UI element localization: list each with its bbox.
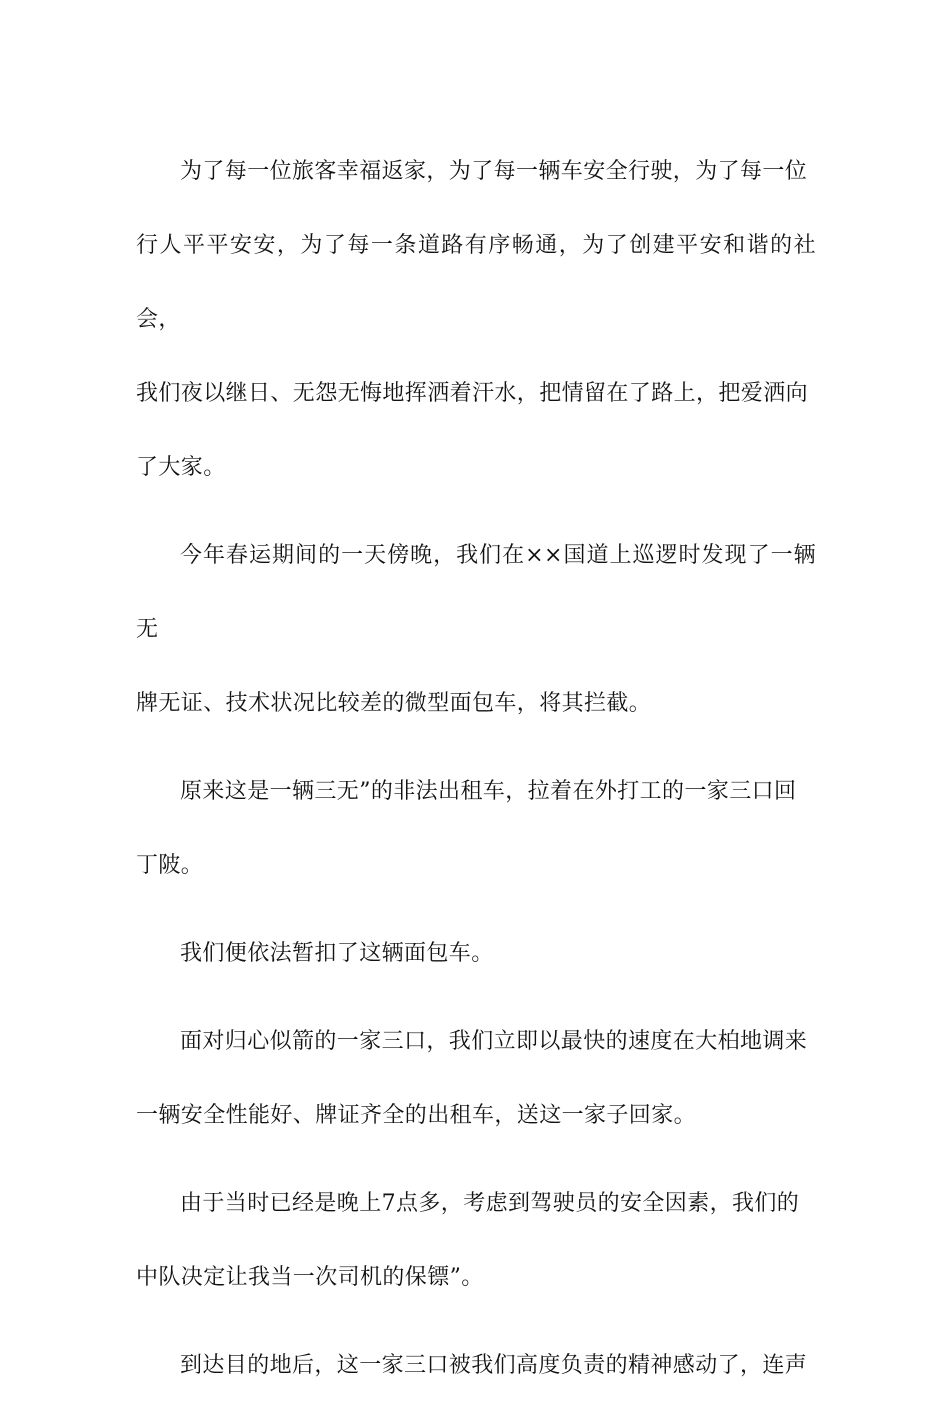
paragraph-6: [136, 1167, 816, 1315]
paragraph-line: 中队决定让我当一次司机的保镖”。: [136, 1265, 484, 1290]
paragraph-4: [136, 917, 816, 991]
paragraph-line: 丁陂。: [136, 853, 204, 878]
paragraph-line: 为了每一位旅客幸福返家，为了每一辆车安全行驶，为了每一位: [180, 159, 808, 184]
paragraph-line: 到达目的地后，这一家三口被我们高度负责的精神感动了，连声: [180, 1353, 808, 1378]
paragraph-line: 行人平平安安，为了每一条道路有序畅通，为了创建平安和谐的社会，: [136, 233, 816, 332]
paragraph-line: 今年春运期间的一天傍晚，我们在××国道上巡逻时发现了一辆无: [136, 543, 816, 642]
paragraph-3: [136, 755, 816, 903]
paragraph-line: 由于当时已经是晚上7点多，考虑到驾驶员的安全因素，我们的: [180, 1191, 800, 1216]
paragraph-line: 了大家。: [136, 455, 226, 480]
paragraph-line: 面对归心似箭的一家三口，我们立即以最快的速度在大柏地调来: [180, 1029, 808, 1054]
paragraph-7: [136, 1329, 816, 1403]
paragraph-line: 我们便依法暂扣了这辆面包车。: [180, 941, 494, 966]
paragraph-line: 一辆安全性能好、牌证齐全的出租车，送这一家子回家。: [136, 1103, 697, 1128]
paragraph-5: [136, 1005, 816, 1153]
paragraph-line: 我们夜以继日、无怨无悔地挥洒着汗水，把情留在了路上，把爱洒向: [136, 381, 809, 406]
paragraph-line: 原来这是一辆三无”的非法出租车，拉着在外打工的一家三口回: [180, 779, 797, 804]
paragraph-1: [136, 135, 816, 505]
document-body: [136, 135, 816, 1417]
paragraph-line: 牌无证、技术状况比较差的微型面包车，将其拦截。: [136, 691, 652, 716]
paragraph-2: [136, 519, 816, 741]
